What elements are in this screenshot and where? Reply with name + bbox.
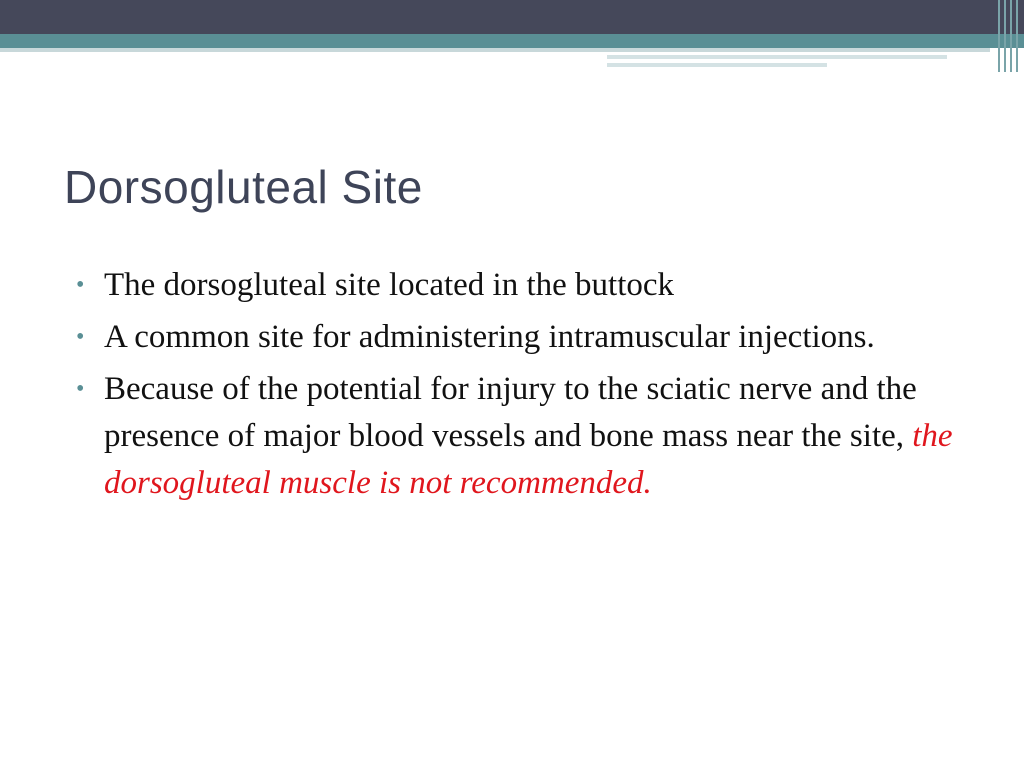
- bullet-item: [76, 366, 956, 507]
- header-line-light: [0, 48, 990, 52]
- bullet-item: [76, 262, 956, 309]
- bullet-emphasis-text: the dorsogluteal muscle is not recommended.: [104, 418, 953, 501]
- header-line-accent-2: [607, 63, 827, 67]
- bullet-text: A common site for administering intramuscular injections.: [104, 319, 875, 355]
- bullet-dot-icon: •: [76, 376, 85, 402]
- header-line-accent-1: [607, 55, 947, 59]
- slide-title: Dorsogluteal Site: [64, 161, 423, 213]
- bullet-text: The dorsogluteal site located in the buttock: [104, 267, 675, 303]
- header-vertical-stripes: [994, 0, 1024, 72]
- bullet-text: Because of the potential for injury to the sciatic nerve and the presence of major blood vessels and bone mass near the site,: [104, 371, 917, 454]
- bullet-item: [76, 314, 956, 361]
- bullet-list: [76, 262, 956, 512]
- bullet-dot-icon: •: [76, 272, 85, 298]
- bullet-dot-icon: •: [76, 324, 85, 350]
- header-band-dark: [0, 0, 1024, 34]
- header-band-teal: [0, 34, 1024, 48]
